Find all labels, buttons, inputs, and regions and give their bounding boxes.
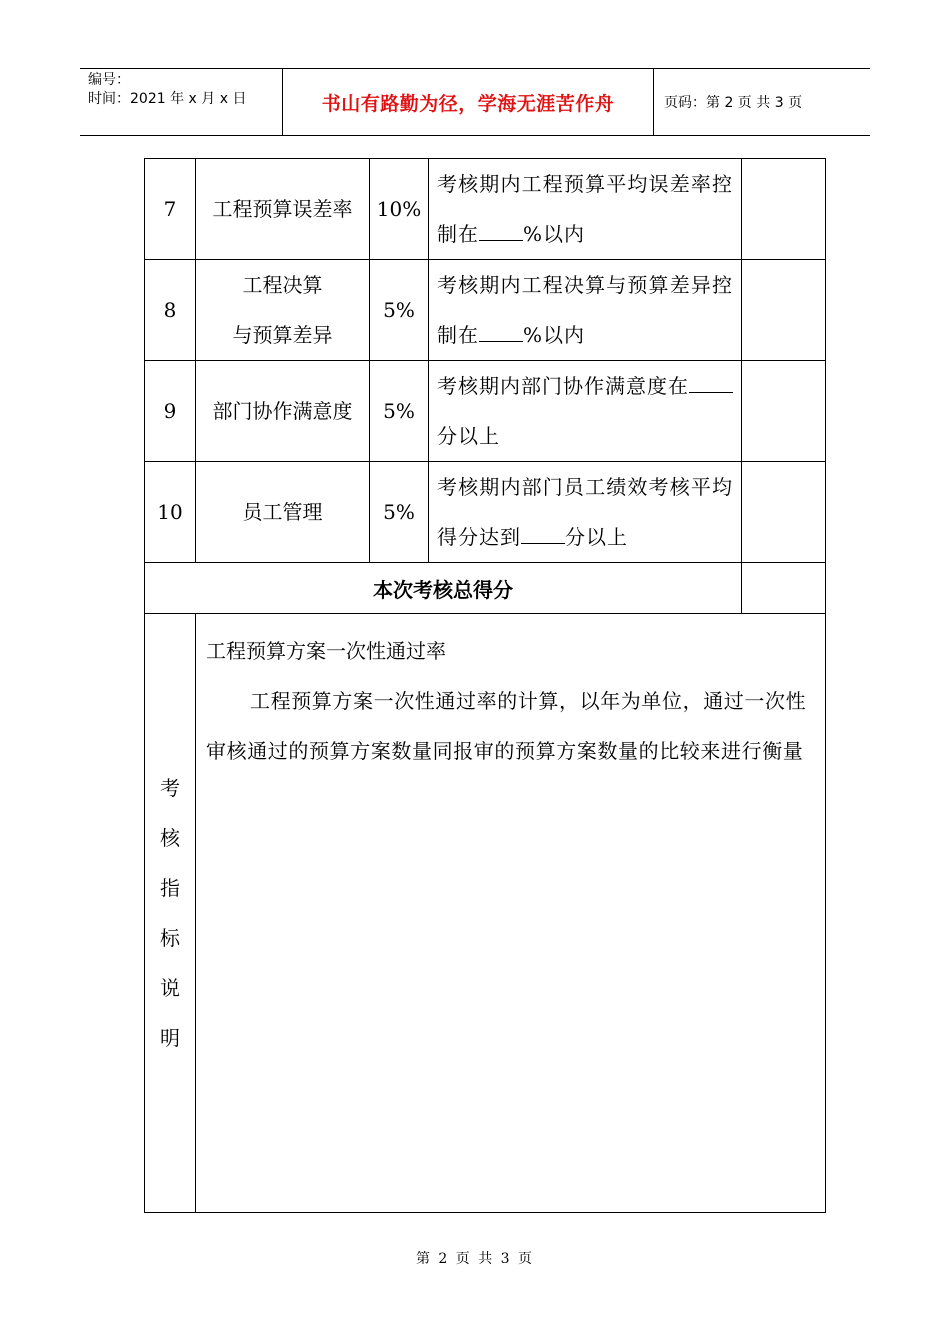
header-motto-cell	[282, 69, 654, 135]
total-row	[145, 563, 826, 614]
score-cell	[742, 361, 826, 462]
notes-label-char: 标	[160, 926, 180, 950]
notes-row	[145, 614, 826, 1213]
indicator-target	[429, 260, 742, 361]
score-cell	[742, 260, 826, 361]
page-header	[80, 68, 870, 136]
indicator-name-line: 工程预算误差率	[212, 197, 353, 221]
indicator-weight: 10%	[370, 159, 429, 260]
fill-in-blank	[479, 220, 523, 241]
indicator-name	[196, 159, 370, 260]
header-meta	[80, 69, 282, 135]
table-row	[145, 260, 826, 361]
indicator-target	[429, 361, 742, 462]
row-number: 9	[145, 361, 196, 462]
row-number: 10	[145, 462, 196, 563]
target-text: 考核期内部门员工绩效考核平均得分达到	[437, 475, 733, 549]
notes-label-char: 明	[160, 1026, 180, 1050]
motto: 书山有路勤为径，学海无涯苦作舟	[321, 92, 615, 115]
target-unit: %以内	[523, 323, 586, 347]
fill-in-blank	[689, 372, 733, 393]
indicator-weight: 5%	[370, 260, 429, 361]
indicator-name-line: 工程决算	[242, 273, 323, 297]
indicator-weight: 5%	[370, 361, 429, 462]
assessment-table	[144, 158, 826, 1213]
table-row	[145, 462, 826, 563]
fill-in-blank	[521, 523, 565, 544]
score-cell	[742, 159, 826, 260]
total-label: 本次考核总得分	[145, 563, 742, 614]
target-unit: %以内	[523, 222, 586, 246]
indicator-name-line: 部门协作满意度	[212, 399, 353, 423]
notes-label-char: 指	[160, 876, 180, 900]
target-text: 考核期内工程预算平均误差率控制在	[437, 172, 733, 246]
code-label: 编号：	[88, 72, 130, 88]
row-number: 7	[145, 159, 196, 260]
time-label: 时间：2021 年 x 月 x 日	[88, 91, 247, 107]
indicator-name-line: 与预算差异	[232, 323, 333, 347]
score-cell	[742, 462, 826, 563]
page-footer: 第 2 页 共 3 页	[415, 1251, 535, 1267]
target-unit: 分以上	[565, 525, 628, 549]
indicator-name	[196, 462, 370, 563]
page-info: 页码：第 2 页 共 3 页	[664, 95, 803, 111]
indicator-target	[429, 159, 742, 260]
notes-body: 工程预算方案一次性通过率的计算，以年为单位，通过一次性审核通过的预算方案数量同报审的预算方案数量的比较来进行衡量	[206, 689, 807, 763]
indicator-name-line: 员工管理	[242, 500, 323, 524]
fill-in-blank	[479, 321, 523, 342]
table-row	[145, 159, 826, 260]
total-score-cell	[742, 563, 826, 614]
target-text: 考核期内部门协作满意度在	[437, 374, 689, 398]
notes-label-char: 说	[160, 976, 180, 1000]
target-text: 考核期内工程决算与预算差异控制在	[437, 273, 733, 347]
notes-label-char: 核	[160, 826, 180, 850]
indicator-name	[196, 260, 370, 361]
notes-cell	[196, 614, 826, 1213]
notes-label	[145, 614, 196, 1213]
header-page-info	[654, 69, 870, 135]
notes-title: 工程预算方案一次性通过率	[206, 639, 446, 663]
indicator-weight: 5%	[370, 462, 429, 563]
indicator-target	[429, 462, 742, 563]
target-unit: 分以上	[437, 424, 500, 448]
table-row	[145, 361, 826, 462]
indicator-name	[196, 361, 370, 462]
row-number: 8	[145, 260, 196, 361]
notes-label-char: 考	[160, 776, 180, 800]
